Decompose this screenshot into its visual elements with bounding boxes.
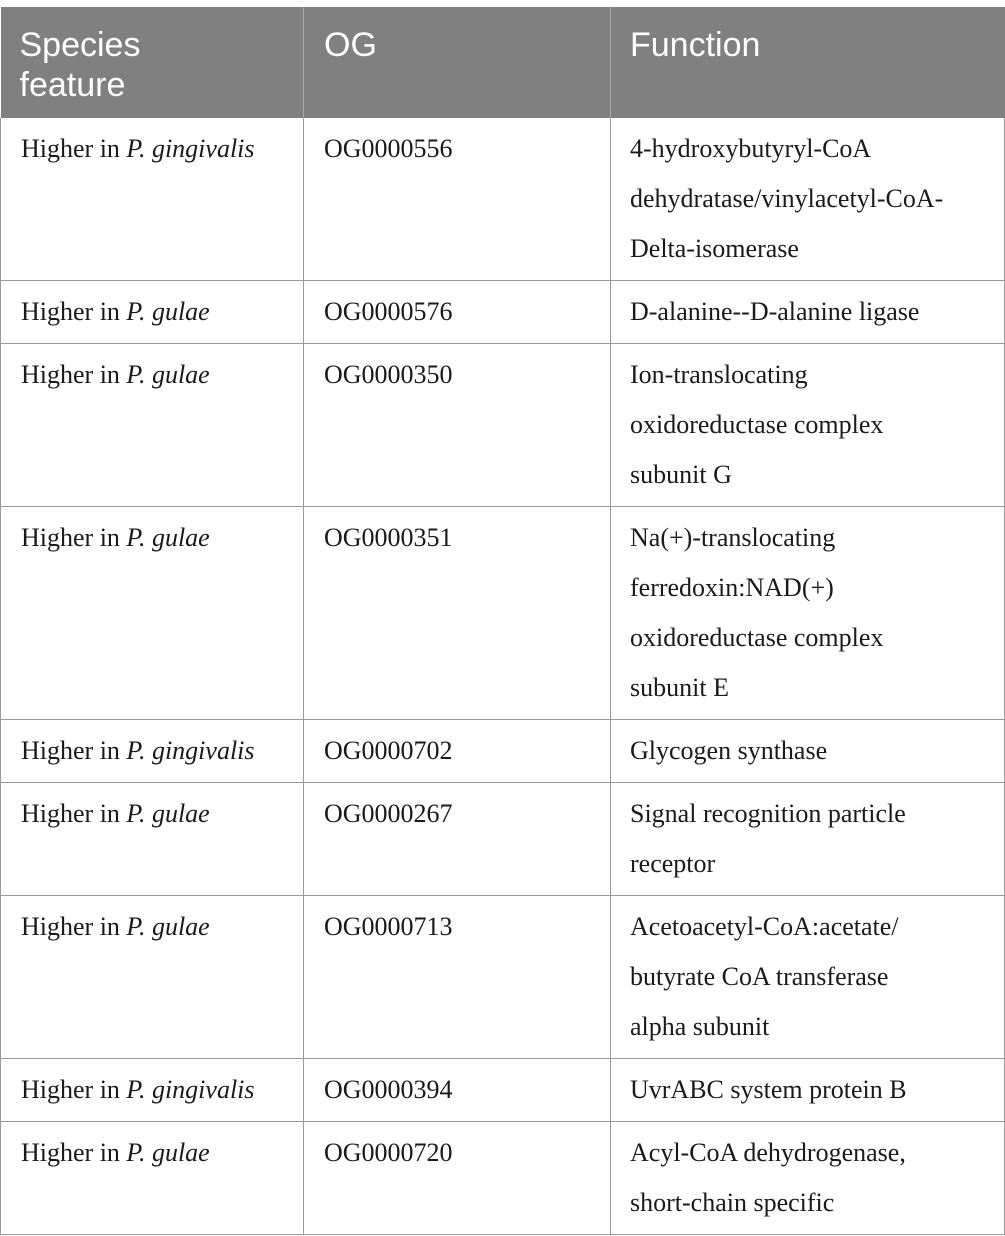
function-cell: Ion-translocating oxidoreductase complex subunit G [611, 344, 1005, 507]
table-row [1, 118, 1005, 281]
species-feature-cell [1, 1059, 304, 1122]
species-name: P. gulae [126, 297, 210, 326]
og-cell: OG0000350 [304, 344, 611, 507]
og-cell: OG0000267 [304, 783, 611, 896]
species-feature-cell [1, 507, 304, 720]
function-cell: 4-hydroxybutyryl-CoA dehydratase/vinylacetyl-CoA- Delta-isomerase [611, 118, 1005, 281]
table-row [1, 344, 1005, 507]
og-function-table [0, 7, 1005, 1235]
og-cell: OG0000394 [304, 1059, 611, 1122]
og-cell: OG0000576 [304, 281, 611, 344]
og-cell: OG0000713 [304, 896, 611, 1059]
species-prefix: Higher in [21, 799, 120, 828]
function-cell: UvrABC system protein B [611, 1059, 1005, 1122]
function-cell: D-alanine--D-alanine ligase [611, 281, 1005, 344]
species-prefix: Higher in [21, 523, 120, 552]
species-feature-cell [1, 118, 304, 281]
species-prefix: Higher in [21, 736, 120, 765]
species-prefix: Higher in [21, 1138, 120, 1167]
function-cell: Acyl-CoA dehydrogenase, short-chain specific [611, 1122, 1005, 1235]
table-row [1, 281, 1005, 344]
species-prefix: Higher in [21, 134, 120, 163]
og-cell: OG0000351 [304, 507, 611, 720]
species-name: P. gulae [126, 523, 210, 552]
species-feature-cell [1, 344, 304, 507]
table-row [1, 783, 1005, 896]
species-name: P. gulae [126, 360, 210, 389]
function-cell: Na(+)-translocating ferredoxin:NAD(+) oxidoreductase complex subunit E [611, 507, 1005, 720]
table-row [1, 507, 1005, 720]
species-name: P. gulae [126, 1138, 210, 1167]
header-species-feature: Species feature [1, 7, 304, 118]
species-name: P. gingivalis [126, 1075, 255, 1104]
species-name: P. gingivalis [126, 134, 255, 163]
species-name: P. gulae [126, 912, 210, 941]
species-name: P. gingivalis [126, 736, 255, 765]
function-cell: Glycogen synthase [611, 720, 1005, 783]
table-row [1, 720, 1005, 783]
species-feature-cell [1, 896, 304, 1059]
species-feature-cell [1, 281, 304, 344]
header-row [1, 7, 1005, 118]
function-cell: Acetoacetyl-CoA:acetate/ butyrate CoA transferase alpha subunit [611, 896, 1005, 1059]
species-feature-cell [1, 720, 304, 783]
species-prefix: Higher in [21, 912, 120, 941]
species-feature-cell [1, 1122, 304, 1235]
og-cell: OG0000720 [304, 1122, 611, 1235]
table-row [1, 896, 1005, 1059]
table-row [1, 1059, 1005, 1122]
species-prefix: Higher in [21, 297, 120, 326]
species-feature-cell [1, 783, 304, 896]
function-cell: Signal recognition particle receptor [611, 783, 1005, 896]
species-prefix: Higher in [21, 360, 120, 389]
species-name: P. gulae [126, 799, 210, 828]
species-prefix: Higher in [21, 1075, 120, 1104]
og-cell: OG0000702 [304, 720, 611, 783]
table-row [1, 1122, 1005, 1235]
header-function: Function [611, 7, 1005, 118]
og-cell: OG0000556 [304, 118, 611, 281]
header-og: OG [304, 7, 611, 118]
